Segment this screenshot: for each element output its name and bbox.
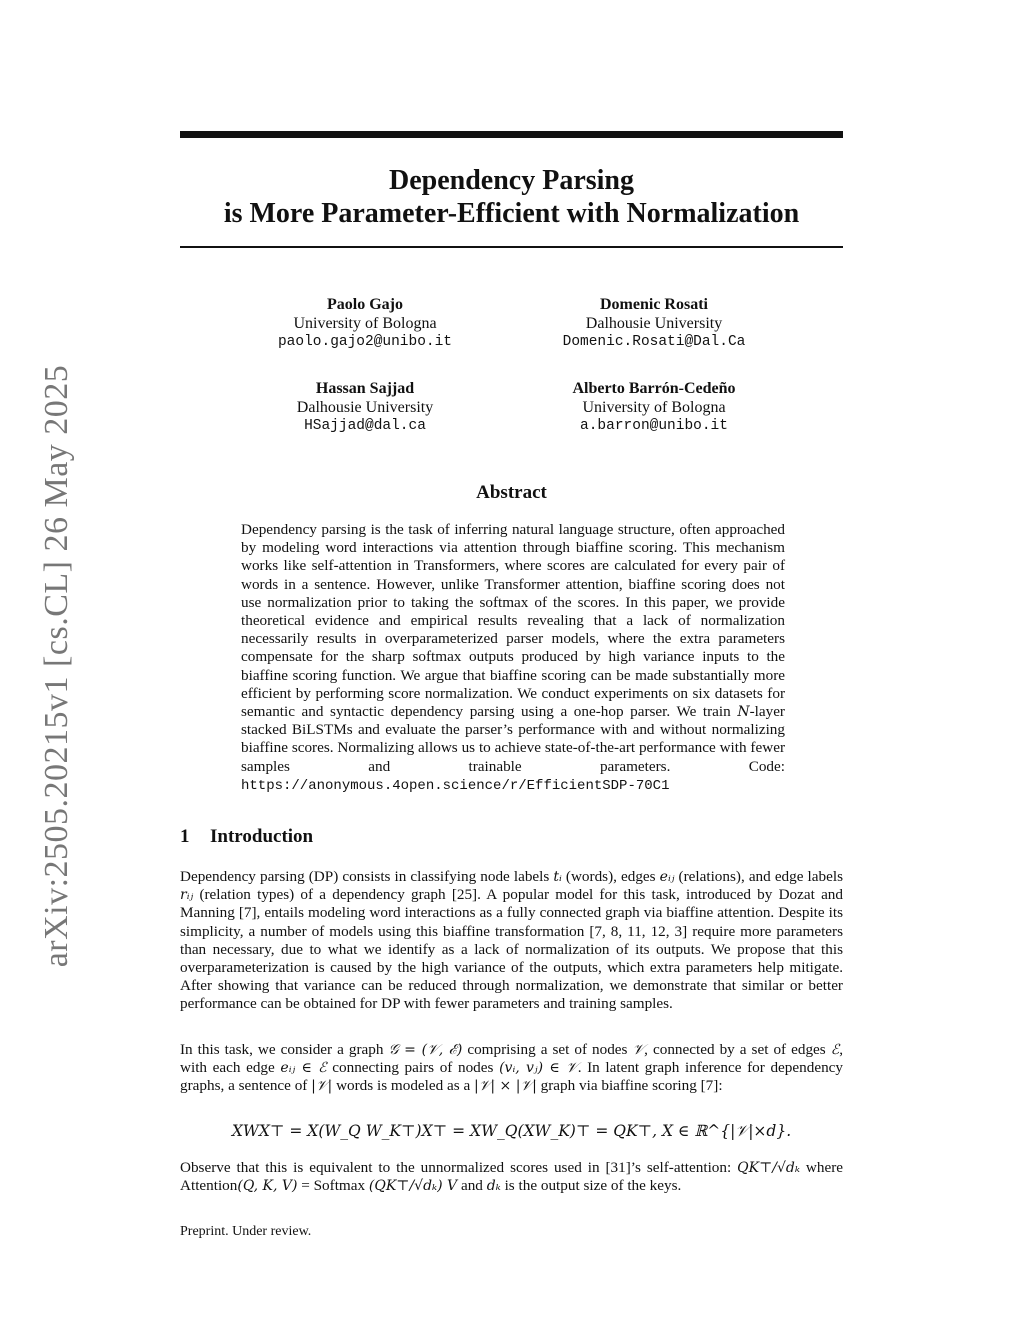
text: (relation types) of a dependency graph [25]. A popular model for this task, introduced by Dozat and Manning [7], entails modeling word interactions as a fully connected graph via biaffine attention. Despite its simplicity, a number of models using this biaffine transformation [7, 8, 11, 12, 3] require more parameters than necessary, due to what we identify as a lack of normalization of its outputs. We propose that this overparameterization is caused by the high variance of the outputs, which extra parameters help mitigate. After showing that variance can be reduced through normalization, we demonstrate that similar or better performance can be obtained for DP with fewer parameters and training samples. — [180, 886, 843, 1013]
author-email[interactable]: paolo.gajo2@unibo.it — [277, 334, 453, 350]
author-name: Domenic Rosati — [600, 296, 708, 313]
text: where Attention — [180, 1159, 843, 1195]
author-name: Alberto Barrón-Cedeño — [572, 380, 736, 397]
math-inline: |𝒱| × |𝒱| — [474, 1078, 537, 1095]
paper-title — [180, 164, 843, 230]
author-email[interactable]: HSajjad@dal.ca — [304, 418, 426, 434]
intro-paragraph-2 — [180, 1041, 843, 1096]
abstract-text — [241, 521, 785, 795]
text: words is modeled as a — [332, 1077, 474, 1095]
text: = Softmax — [297, 1177, 369, 1195]
math-inline: 𝒱 — [632, 1042, 645, 1058]
math-inline: (vᵢ, vⱼ) ∈ 𝒱 — [499, 1060, 578, 1077]
text: and — [457, 1177, 487, 1195]
abstract-text-part: -layer stacked BiLSTMs and evaluate the parser’s performance with and without normalizing biaffine scores. Normalizing allows us to achieve state-of-the-art performance with fewer samples and trainable parameters. Code: — [241, 703, 785, 775]
text: (words), edges — [561, 868, 660, 885]
intro-paragraph-1 — [180, 868, 843, 1014]
title-bottom-rule — [180, 246, 843, 248]
text: (relations), and edge labels — [674, 868, 843, 885]
display-equation: XWX⊤ = X(W_Q W_K⊤)X⊤ = XW_Q(XW_K)⊤ = QK⊤, X ∈ ℝ^{|𝒱|×d}. — [231, 1122, 792, 1140]
author-affiliation: University of Bologna — [582, 399, 726, 416]
math-inline: eᵢⱼ ∈ ℰ — [280, 1060, 327, 1077]
author-email[interactable]: Domenic.Rosati@Dal.Ca — [562, 334, 746, 350]
title-top-rule — [180, 131, 843, 138]
text: is the output size of the keys. — [500, 1177, 682, 1195]
text: , connected by a set of edges — [644, 1041, 831, 1058]
section-heading — [180, 826, 313, 848]
text: In this task, we consider a graph — [180, 1041, 389, 1058]
author-block-3 — [205, 379, 525, 436]
math-inline: (QK⊤/√dₖ) V — [368, 1178, 458, 1195]
author-block-4 — [494, 379, 814, 436]
text: connecting pairs of nodes — [326, 1059, 500, 1077]
text: Dependency parsing (DP) consists in classifying node labels — [180, 868, 554, 885]
title-line-1: Dependency Parsing — [389, 165, 634, 196]
math-inline: dₖ — [486, 1178, 501, 1195]
intro-paragraph-3 — [180, 1159, 843, 1195]
math-inline: ℰ — [830, 1042, 840, 1058]
abstract-math-n: N — [737, 704, 750, 721]
math-inline: tᵢ — [553, 869, 562, 885]
author-affiliation: University of Bologna — [293, 315, 437, 332]
author-name: Hassan Sajjad — [315, 380, 415, 397]
code-link[interactable]: https://anonymous.4open.science/r/EfficientSDP-70C1 — [241, 777, 670, 794]
text: comprising a set of nodes — [462, 1041, 633, 1058]
abstract-heading: Abstract — [476, 482, 547, 503]
math-inline: rᵢⱼ — [180, 887, 194, 904]
author-affiliation: Dalhousie University — [296, 399, 434, 416]
text: Observe that this is equivalent to the unnormalized scores used in [31]’s self-attention: — [180, 1159, 738, 1176]
math-inline: |𝒱| — [311, 1078, 333, 1095]
section-number: 1 — [180, 826, 190, 847]
arxiv-identifier: arXiv:2505.20215v1 [cs.CL] 26 May 2025 — [38, 364, 75, 968]
author-name: Paolo Gajo — [327, 296, 403, 313]
author-affiliation: Dalhousie University — [585, 315, 723, 332]
section-title: Introduction — [210, 826, 314, 847]
footer-note: Preprint. Under review. — [180, 1224, 312, 1239]
title-line-2: is More Parameter-Efficient with Normalization — [223, 198, 800, 229]
math-inline: QK⊤/√dₖ — [737, 1160, 800, 1176]
math-inline: 𝒢 = (𝒱, ℰ) — [388, 1042, 463, 1058]
author-block-1 — [205, 295, 525, 352]
math-inline: eᵢⱼ — [659, 869, 675, 885]
text: , with each edge — [180, 1041, 844, 1077]
text: . In latent graph inference for dependency graphs, a sentence of — [180, 1059, 843, 1095]
author-block-2 — [494, 295, 814, 352]
abstract-text-part: Dependency parsing is the task of inferring natural language structure, often approached by modeling word interactions via attention through biaffine scoring. This mechanism works like self-attention in Transformers, where scores are calculated for every pair of words in a sentence. However, unlike Transformer attention, biaffine scoring does not use normalization prior to taking the softmax of the scores. In this paper, we provide theoretical evidence and empirical results revealing that a lack of normalization necessarily results in overparameterized parser models, where the extra parameters compensate for the sharp softmax outputs produced by high variance inputs to the biaffine scoring function. We argue that biaffine scoring can be made substantially more efficient by performing score normalization. We conduct experiments on six datasets for semantic and syntactic dependency parsing using a one-hop parser. We train — [241, 521, 785, 721]
text: graph via biaffine scoring [7]: — [536, 1077, 723, 1095]
author-email[interactable]: a.barron@unibo.it — [580, 418, 728, 434]
math-inline: (Q, K, V) — [237, 1178, 298, 1195]
